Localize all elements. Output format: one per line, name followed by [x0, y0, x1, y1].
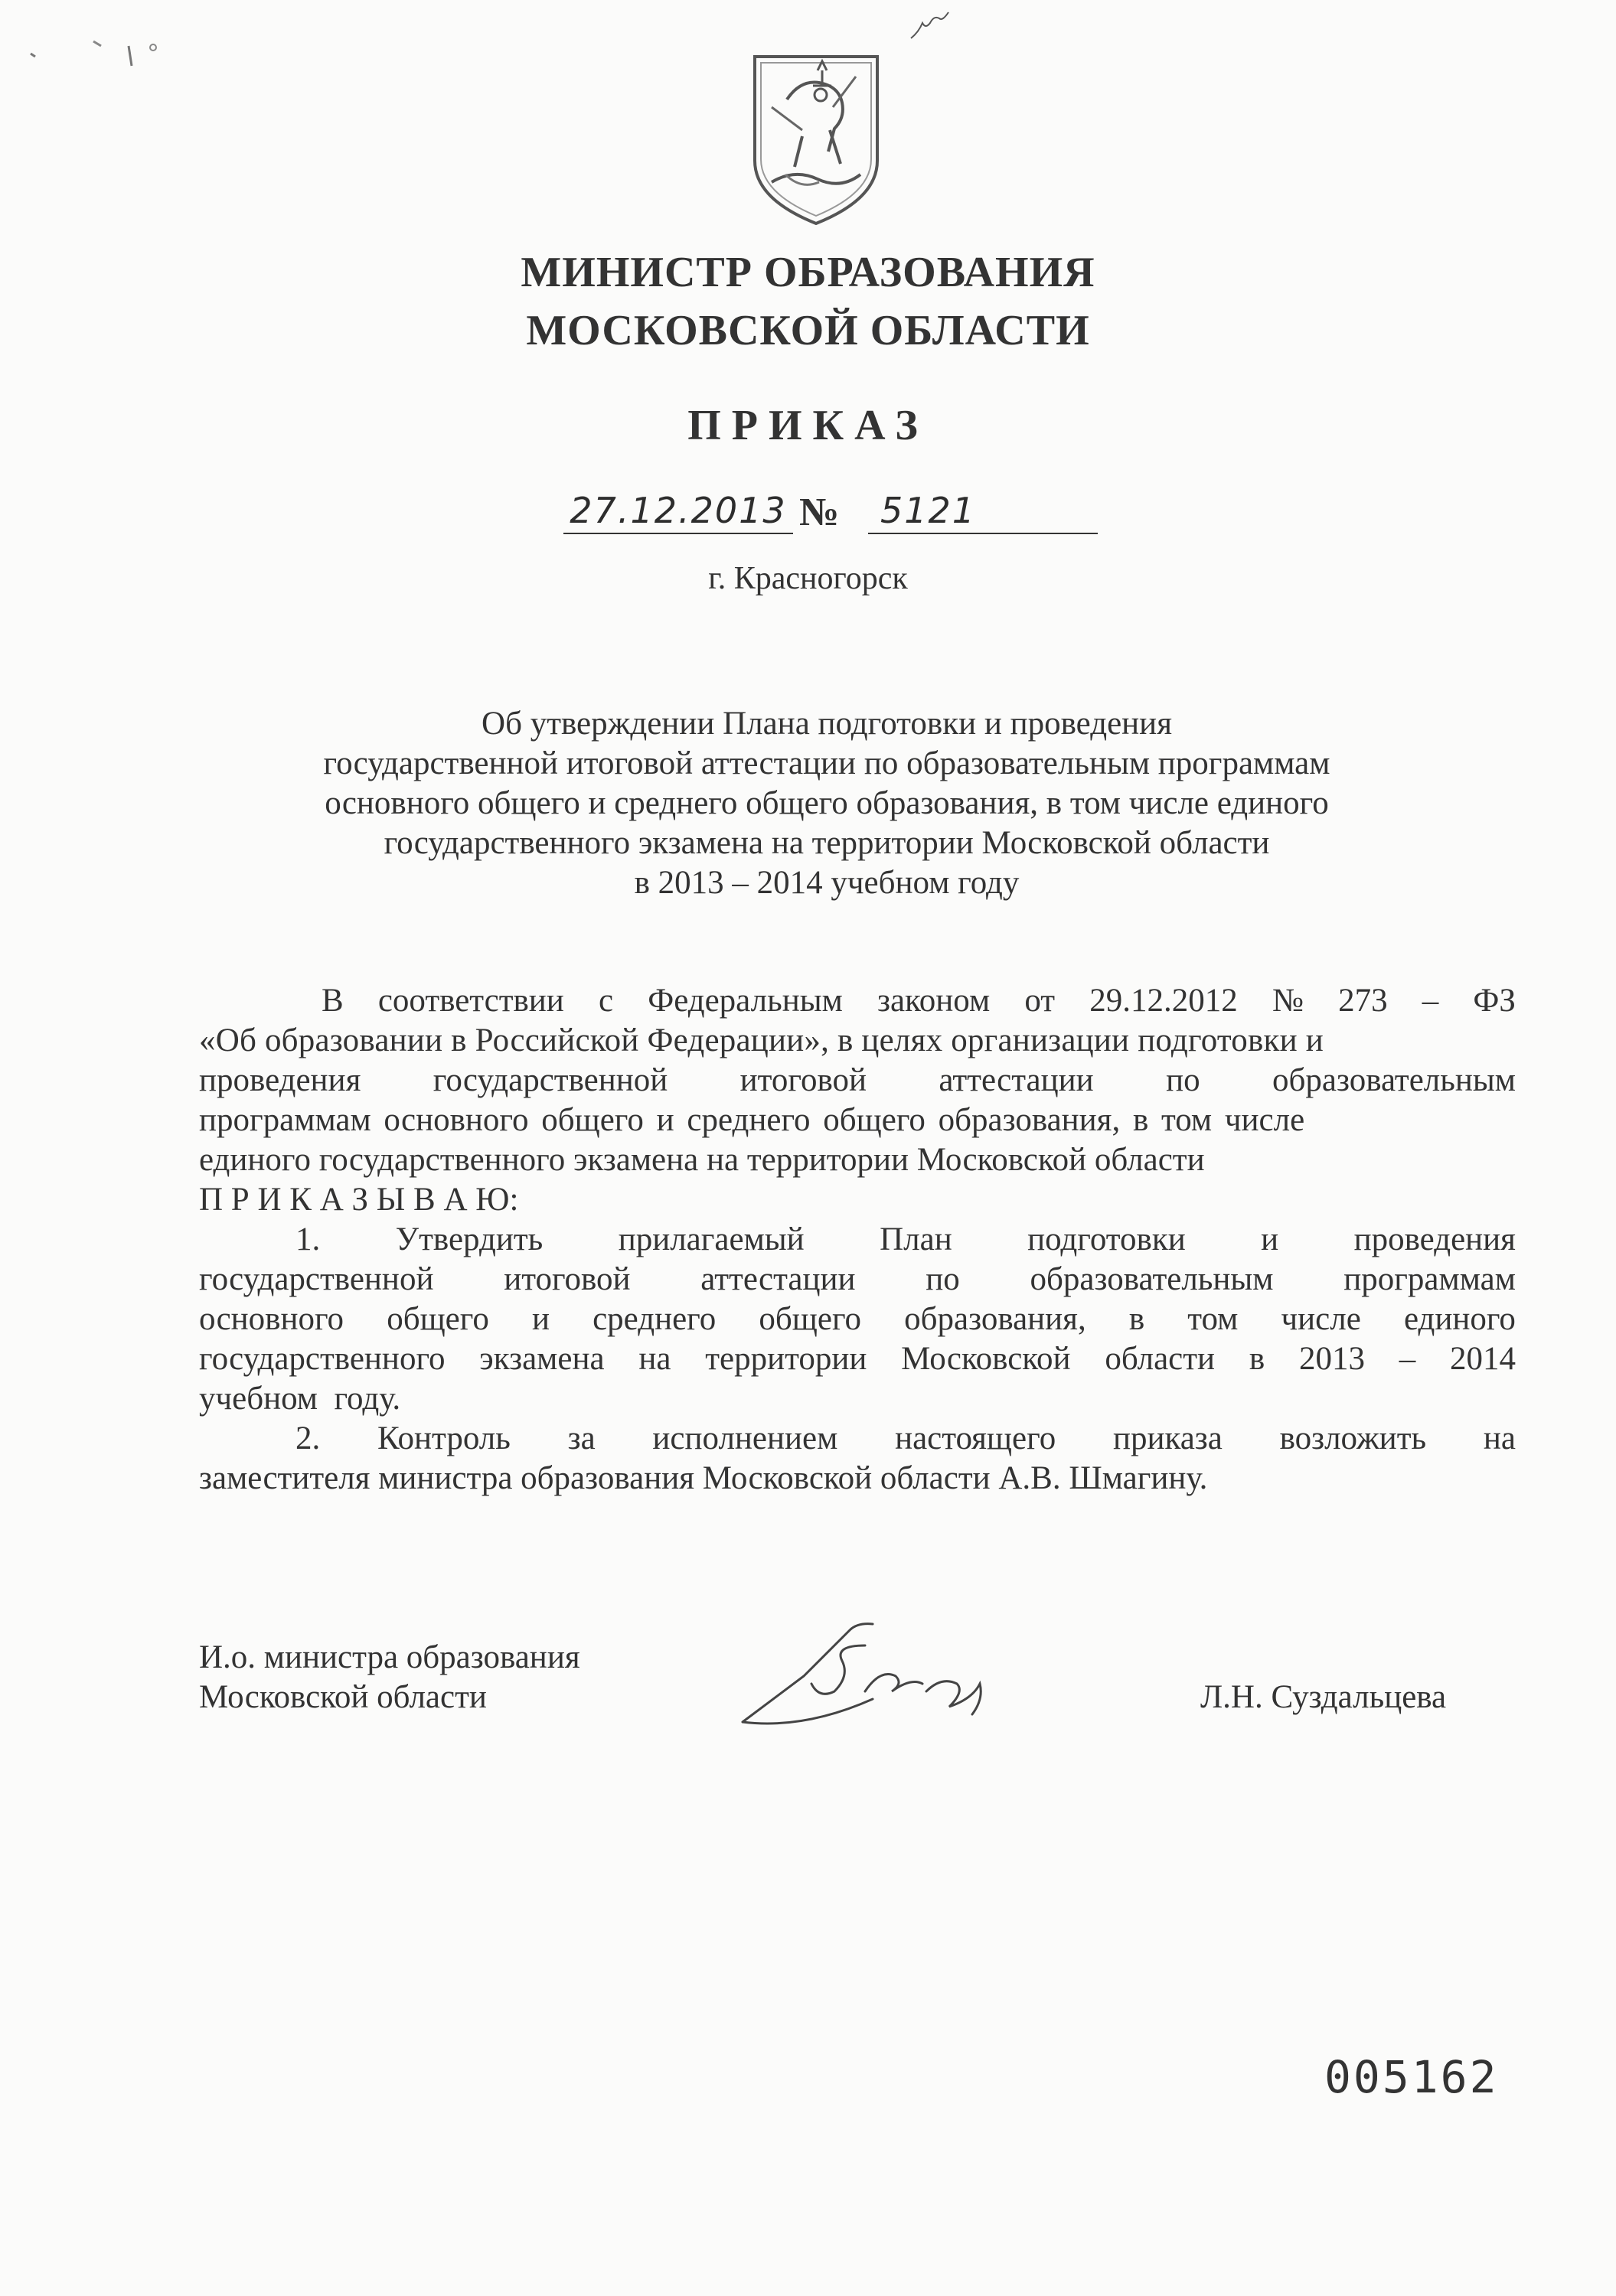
title-line: Об утверждении Плана подготовки и проведения	[482, 706, 1172, 742]
order-date: 27.12.2013	[570, 490, 787, 531]
decree-word: П Р И К А З Ы В А Ю:	[199, 1182, 519, 1218]
issuer-title-line-2: МОСКОВСКОЙ ОБЛАСТИ	[526, 307, 1090, 354]
date-underline	[563, 533, 793, 534]
number-underline	[868, 533, 1098, 534]
title-line: государственного экзамена на территории Московской области	[384, 825, 1270, 861]
signatory-position	[199, 1638, 580, 1717]
issuer-title-line-1: МИНИСТР ОБРАЗОВАНИЯ	[521, 249, 1095, 296]
item-2-line-1: 2. Контроль за исполнением настоящего приказа возложить на	[199, 1419, 1516, 1459]
preamble	[199, 981, 1516, 1220]
item-1-line-3: основного общего и среднего общего образования, в том числе единого	[199, 1301, 1516, 1337]
order-number: 5121	[880, 490, 977, 531]
position-line-2: Московской области	[199, 1679, 487, 1715]
item-1	[199, 1220, 1516, 1419]
scan-specks	[23, 31, 176, 77]
item-1-line-5: учебном году.	[199, 1381, 401, 1417]
document-type: ПРИКАЗ	[687, 402, 929, 449]
title-line: государственной итоговой аттестации по образовательным программам	[323, 745, 1330, 781]
handwritten-corner-mark	[907, 8, 953, 46]
preamble-line-2: «Об образовании в Российской Федерации», в целях организации подготовки и	[199, 1022, 1324, 1058]
position-line-1: И.о. министра образования	[199, 1639, 580, 1675]
preamble-line-3: проведения государственной итоговой аттестации по образовательным	[199, 1062, 1516, 1098]
item-1-number: 1.	[295, 1221, 321, 1257]
order-title	[230, 704, 1424, 903]
title-line: в 2013 – 2014 учебном году	[634, 865, 1020, 901]
preamble-line-5: единого государственного экзамена на территории Московской области	[199, 1142, 1205, 1178]
item-2-line-2: заместителя министра образования Московской области А.В. Шмагину.	[199, 1460, 1208, 1496]
item-2	[199, 1419, 1516, 1499]
number-sign: №	[799, 491, 840, 534]
preamble-line-4: программам основного общего и среднего общего образования, в том числе	[199, 1102, 1305, 1138]
moscow-region-coat-of-arms	[741, 46, 891, 230]
item-2-number: 2.	[295, 1420, 321, 1456]
order-date-number	[563, 487, 1099, 548]
item-1-line-1: 1. Утвердить прилагаемый План подготовки и проведения	[199, 1220, 1516, 1260]
city: г. Красногорск	[708, 561, 908, 596]
item-1-line-2: государственной итоговой аттестации по образовательным программам	[199, 1261, 1516, 1297]
serial-number: 005162	[1324, 2051, 1499, 2103]
preamble-line-1: В соответствии с Федеральным законом от 29.12.2012 № 273 – ФЗ	[322, 983, 1516, 1019]
handwritten-signature	[720, 1607, 1041, 1745]
item-1-line-4: государственного экзамена на территории Московской области в 2013 – 2014	[199, 1341, 1516, 1377]
title-line: основного общего и среднего общего образования, в том числе единого	[325, 785, 1329, 821]
signatory-name: Л.Н. Суздальцева	[1200, 1679, 1447, 1715]
